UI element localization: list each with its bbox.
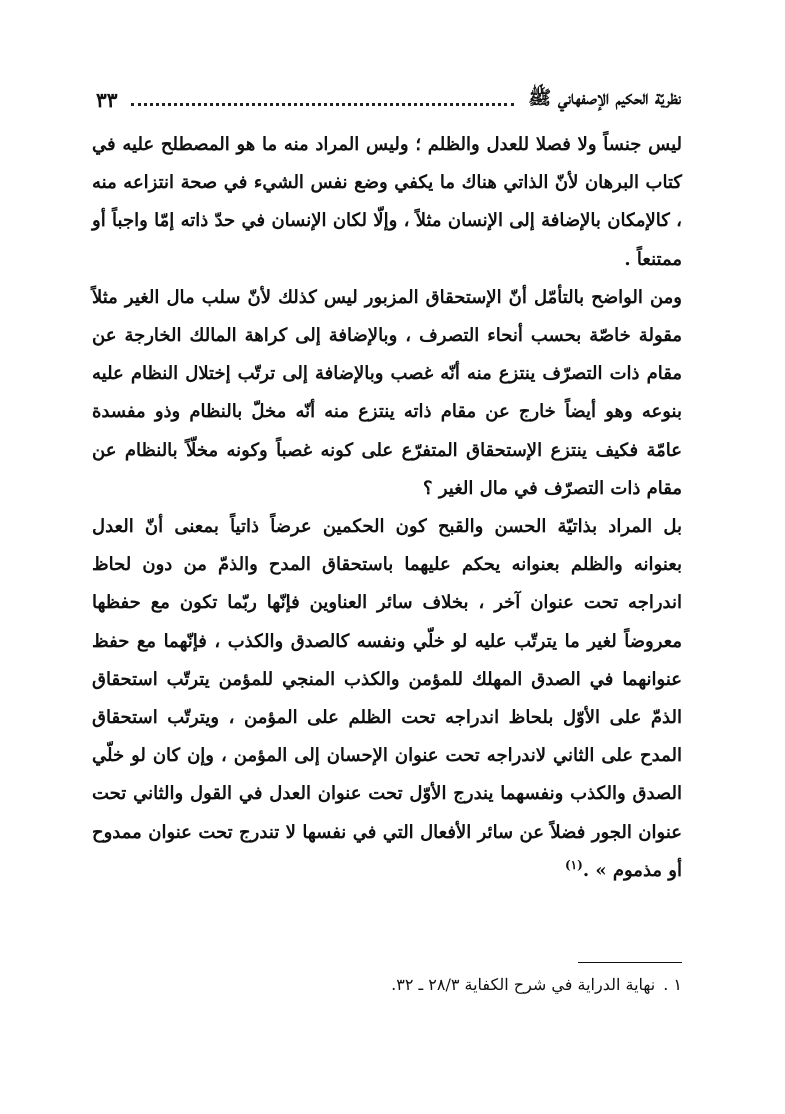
paragraph <box>92 508 682 890</box>
paragraph: ليس جنساً ولا فصلا للعدل والظلم ؛ وليس المراد منه ما هو المصطلح عليه في كتاب البرهان لأنّ الذاتي هناك ما يكفي وضع نفس الشيء في صحة انتزاعه منه ، كالإمكان بالإضافة إلى الإنسان مثلاً ، وإلّا لكان الإنسان في حدّ ذاته إمّا واجباً أو ممتنعاً . <box>92 134 682 270</box>
header-dot-leader <box>131 103 514 106</box>
footnote <box>92 975 682 994</box>
running-header <box>96 82 681 118</box>
header-title: نظريّة الحكيم الإصفهاني ﷺ <box>528 87 681 109</box>
paragraph: ومن الواضح بالتأمّل أنّ الإستحقاق المزبور ليس كذلك لأنّ سلب مال الغير مثلاً مقولة خاصّة بحسب أنحاء التصرف ، وبالإضافة إلى كراهة المالك الخارجة عن مقام ذات التصرّف ينتزع منه أنّه غصب وبالإضافة إلى ترتّب إختلال النظام عليه بنوعه وهو أيضاً خارج عن مقام ذاته ينتزع منه أنّه مخلّ بالنظام وذو مفسدة عامّة فكيف ينتزع الإستحقاق المتفرّع على كونه غصباً وكونه مخلّاً بالنظام عن مقام ذات التصرّف في مال الغير ؟ <box>92 286 682 499</box>
footnote-marker: (١) <box>564 857 583 872</box>
main-text <box>92 126 682 890</box>
footnote-separator <box>578 962 682 963</box>
page-number: ٣٣ <box>96 88 118 112</box>
footnote-number: ١ . <box>663 975 682 994</box>
paragraph-text: بل المراد بذاتيّة الحسن والقبح كون الحكمين عرضاً ذاتياً بمعنى أنّ العدل بعنوانه والظلم بعنوانه يحكم عليهما باستحقاق المدح والذمّ من دون لحاظ اندراجه تحت عنوان آخر ، بخلاف سائر العناوين فإنّها ربّما تكون مع حفظها معروضاً لغير ما يترتّب عليه لو خلّي ونفسه كالصدق والكذب ، فإنّهما مع حفظ عنوانهما في الصدق المهلك للمؤمن والكذب المنجي للمؤمن يترتّب استحقاق الذمّ على الأوّل بلحاظ اندراجه تحت الظلم على المؤمن ، ويترتّب استحقاق المدح على الثاني لاندراجه تحت عنوان الإحسان إلى المؤمن ، وإن كان لو خلّي الصدق والكذب ونفسهما يندرج الأوّل تحت عنوان العدل في القول والثاني تحت عنوان الجور فضلاً عن سائر الأفعال التي في نفسها لا تندرج تحت عنوان ممدوح أو مذموم » . <box>92 516 682 881</box>
footnote-text: نهاية الدراية في شرح الكفاية ٢٨/٣ ـ ٣٢. <box>391 975 656 994</box>
